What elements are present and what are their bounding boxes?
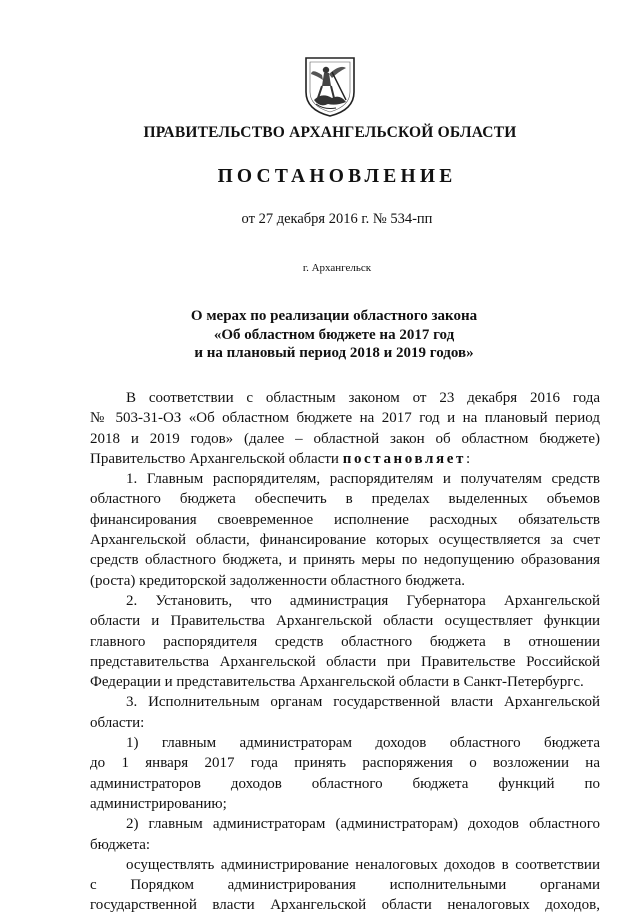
resolution-keyword: постановляет <box>342 450 466 467</box>
coat-of-arms-icon <box>302 54 358 118</box>
body-line: В соответствии с областным законом от 23 декабря 2016 года <box>126 390 600 406</box>
body-line: средств областного бюджета, и принять меры по недопущению образования <box>90 552 600 569</box>
body-line <box>90 449 600 469</box>
subject-line: и на плановый период 2018 и 2019 годов» <box>194 345 474 361</box>
body-line: Федерации и представительства Архангельской области в Санкт-Петербургс. <box>90 674 584 691</box>
government-name: ПРАВИТЕЛЬСТВО АРХАНГЕЛЬСКОЙ ОБЛАСТИ <box>143 124 517 141</box>
document-body <box>90 388 600 916</box>
body-line: представительства Архангельской области при Правительстве Российской <box>90 653 600 670</box>
body-text: : <box>465 450 471 467</box>
body-line: Архангельской области, финансирование которых осуществляется за счет <box>90 532 600 549</box>
subject-line: О мерах по реализации областного закона <box>190 308 478 324</box>
body-line: администрированию; <box>90 795 227 812</box>
body-text: Правительство Архангельской области <box>90 450 339 467</box>
body-line: 1) главным администраторам доходов областного бюджета <box>126 735 600 752</box>
body-line: (роста) кредиторской задолженности областного бюджета. <box>90 572 465 589</box>
body-line: финансирования своевременное исполнение расходных обязательств <box>90 511 600 528</box>
body-line: № 503-31-ОЗ «Об областном бюджете на 2017 год и на плановый период <box>90 410 600 427</box>
document-type-title: ПОСТАНОВЛЕНИЕ <box>217 166 457 187</box>
body-line: администраторов доходов областного бюджета функций по <box>90 775 600 792</box>
body-line: области: <box>90 714 145 731</box>
subject-heading <box>0 307 640 363</box>
body-line: до 1 января 2017 года принять распоряжения о возложении на <box>90 755 600 772</box>
body-line: области и Правительства Архангельской области осуществляет функции <box>90 613 600 630</box>
body-line: государственной власти Архангельской области неналоговых доходов, <box>90 897 600 914</box>
body-line: с Порядком администрирования исполнительными органами <box>90 877 600 894</box>
body-line: бюджета: <box>90 836 151 853</box>
city-name: г. Архангельск <box>302 262 372 274</box>
body-line: 2018 и 2019 годов» (далее – областной закон об областном бюджете) <box>90 430 600 447</box>
body-line: главного распорядителя средств областного бюджета в отношении <box>90 633 600 650</box>
body-line: 3. Исполнительным органам государственной власти Архангельской <box>126 694 600 711</box>
body-line: 2. Установить, что администрация Губернатора Архангельской <box>126 592 600 609</box>
subject-line: «Об областном бюджете на 2017 год <box>213 326 455 343</box>
body-line: областного бюджета обеспечить в пределах выделенных объемов <box>90 491 600 508</box>
body-line: осуществлять администрирование неналоговых доходов в соответствии <box>126 856 600 873</box>
body-line: 1. Главным распорядителям, распорядителям и получателям средств <box>126 471 600 488</box>
body-line: 2) главным администраторам (администраторам) доходов областного <box>126 816 600 833</box>
date-and-number: от 27 декабря 2016 г. № 534-пп <box>241 211 433 227</box>
